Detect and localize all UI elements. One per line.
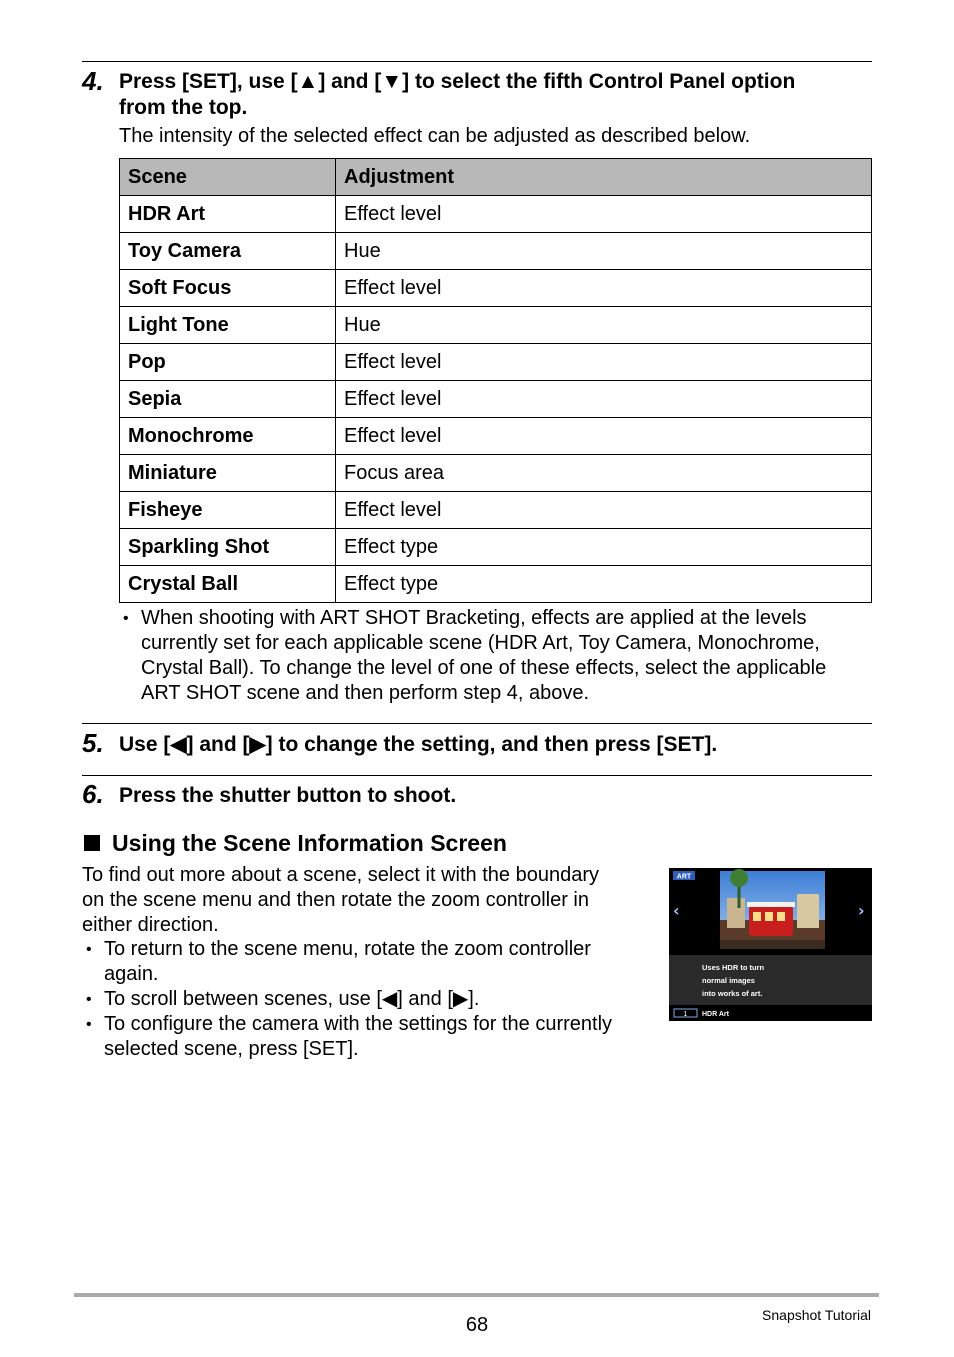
section-heading <box>82 829 507 857</box>
adjustment-cell: Hue <box>336 307 872 344</box>
info-line: into works of art. <box>702 989 763 998</box>
note-line: currently set for each applicable scene (HDR Art, Toy Camera, Monochrome, <box>141 632 820 654</box>
step-4-description: The intensity of the selected effect can be adjusted as described below. <box>119 125 751 147</box>
table-row <box>120 566 872 603</box>
step-4-heading-line1: Press [SET], use [▲] and [▼] to select the fifth Control Panel option <box>119 70 796 93</box>
square-bullet-icon <box>84 835 100 851</box>
adjustment-cell: Hue <box>336 233 872 270</box>
scene-number: 1 <box>683 1011 688 1018</box>
note-line: ART SHOT scene and then perform step 4, above. <box>141 682 590 704</box>
bullet-line: again. <box>104 963 159 985</box>
note-line: Crystal Ball). To change the level of one of these effects, select the applicable <box>141 657 827 679</box>
scene-name: HDR Art <box>702 1011 729 1018</box>
step-5-number: 5. <box>82 728 104 758</box>
table-row <box>120 381 872 418</box>
adjustment-cell: Effect level <box>336 492 872 529</box>
section-title: Using the Scene Information Screen <box>112 830 507 856</box>
list-item <box>82 987 657 1012</box>
list-item <box>119 606 879 706</box>
header-adjustment: Adjustment <box>336 159 872 196</box>
table-row <box>120 344 872 381</box>
step-4-heading-line2: from the top. <box>119 96 248 119</box>
table-row <box>120 270 872 307</box>
list-item <box>82 937 657 987</box>
table-header-row <box>120 159 872 196</box>
left-arrow-icon: ‹ <box>673 901 680 920</box>
scene-info-screen <box>669 868 872 1021</box>
scene-cell: Pop <box>120 344 336 381</box>
scene-cell: Miniature <box>120 455 336 492</box>
list-item <box>82 1012 657 1062</box>
header-scene: Scene <box>120 159 336 196</box>
scene-info-screen-graphic <box>669 868 872 1021</box>
step-6-rule <box>82 775 872 776</box>
table-row <box>120 233 872 270</box>
scene-cell: HDR Art <box>120 196 336 233</box>
step-4-heading <box>119 69 871 121</box>
info-line: normal images <box>702 976 755 985</box>
scene-cell: Monochrome <box>120 418 336 455</box>
step-6-number: 6. <box>82 779 104 809</box>
adjustment-cell: Focus area <box>336 455 872 492</box>
scene-cell: Soft Focus <box>120 270 336 307</box>
scene-cell: Light Tone <box>120 307 336 344</box>
scene-adjustment-table <box>119 158 872 603</box>
table-row <box>120 307 872 344</box>
table-row <box>120 529 872 566</box>
table-row <box>120 455 872 492</box>
table-row <box>120 196 872 233</box>
step-4-number: 4. <box>82 66 104 96</box>
adjustment-cell: Effect level <box>336 270 872 307</box>
top-rule <box>82 61 872 62</box>
scene-cell: Crystal Ball <box>120 566 336 603</box>
table-row <box>120 418 872 455</box>
scene-cell: Sparkling Shot <box>120 529 336 566</box>
scene-cell: Sepia <box>120 381 336 418</box>
adjustment-cell: Effect type <box>336 529 872 566</box>
step-6-heading: Press the shutter button to shoot. <box>119 784 457 807</box>
scene-cell: Fisheye <box>120 492 336 529</box>
table-row <box>120 492 872 529</box>
adjustment-cell: Effect level <box>336 344 872 381</box>
note-line: • When shooting with ART SHOT Bracketing, effects are applied at the levels <box>141 607 807 629</box>
bullet-line: selected scene, press [SET]. <box>104 1038 359 1060</box>
bullet-line: • To configure the camera with the settings for the currently <box>104 1013 613 1035</box>
footer-rule <box>74 1293 879 1297</box>
scene-cell: Toy Camera <box>120 233 336 270</box>
section-bullets <box>82 937 657 1062</box>
step-5-heading: Use [◀] and [▶] to change the setting, and then press [SET]. <box>119 733 718 756</box>
bracketing-note <box>119 606 879 706</box>
bullet-line: • To return to the scene menu, rotate the zoom controller <box>104 938 591 960</box>
step-5-rule <box>82 723 872 724</box>
info-panel <box>669 955 872 1005</box>
adjustment-cell: Effect level <box>336 381 872 418</box>
page-number: 68 <box>465 1314 489 1336</box>
adjustment-cell: Effect level <box>336 418 872 455</box>
adjustment-cell: Effect level <box>336 196 872 233</box>
intro-line: To find out more about a scene, select it with the boundary <box>82 864 599 886</box>
hdr-sample-photo <box>720 869 825 949</box>
info-line: Uses HDR to turn <box>702 963 765 972</box>
footer-title: Snapshot Tutorial <box>762 1307 871 1323</box>
intro-line: on the scene menu and then rotate the zoom controller in <box>82 889 589 911</box>
intro-line: either direction. <box>82 914 219 936</box>
right-arrow-icon: › <box>858 901 865 920</box>
section-intro <box>82 863 652 938</box>
adjustment-cell: Effect type <box>336 566 872 603</box>
bullet-line: • To scroll between scenes, use [◀] and [▶]. <box>104 988 480 1010</box>
art-badge: ART <box>676 873 692 881</box>
